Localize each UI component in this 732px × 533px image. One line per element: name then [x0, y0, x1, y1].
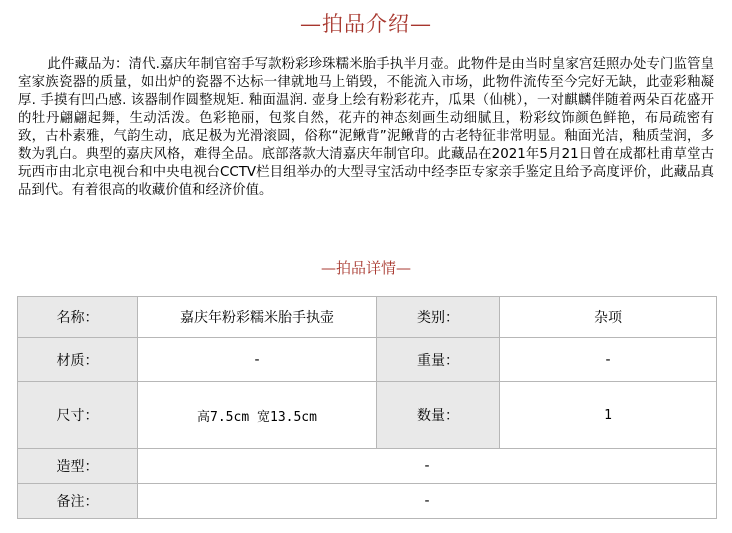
material-value: -: [138, 338, 377, 382]
size-label: 尺寸：: [18, 382, 138, 449]
name-label: 名称：: [18, 297, 138, 338]
intro-title: —拍品介绍—: [300, 12, 432, 36]
table-row: [18, 297, 717, 338]
shape-label: 造型：: [18, 449, 138, 484]
intro-paragraph: 此件藏品为：清代.嘉庆年制官窑手写款粉彩珍珠糯米胎手执半月壶。此物件是由当时皇家宫廷照办处专门监管皇室家族瓷器的质量，如出炉的瓷器不达标一律就地马上销毁，不能流入市场，此物件流传至今完好无缺，此壶彩釉凝厚. 手摸有凹凸感. 该器制作圆整规矩. 釉面温润. 壶身上绘有粉彩花卉，瓜果（仙桃），一对麒麟伴随着两朵百花盛开的牡丹翩翩起舞，生动活泼。色彩艳丽，包浆自然，花卉的神态刻画生动细腻且，粉彩纹饰颜色鲜艳，布局疏密有致，古朴素雅，气韵生动，底足极为光滑滚圆，俗称“泥鳅背”泥鳅背的古老特征非常明显。釉面光洁，釉质莹润，多数为乳白。典型的嘉庆风格，难得全品。底部落款大清嘉庆年制官印。此藏品在2021年5月21日曾在成都杜甫草堂古玩西市由北京电视台和中央电视台CCTV栏目组举办的大型寻宝活动中经李臣专家亲手鉴定且给予高度评价，此藏品真品到代。有着很高的收藏价值和经济价值。: [18, 57, 714, 198]
details-title: —拍品详情—: [320, 259, 411, 277]
material-label: 材质：: [18, 338, 138, 382]
quantity-value: 1: [500, 382, 717, 449]
quantity-label: 数量：: [377, 382, 500, 449]
details-table: [17, 296, 717, 519]
weight-label: 重量：: [377, 338, 500, 382]
table-row: [18, 382, 717, 449]
name-value: 嘉庆年粉彩糯米胎手执壶: [138, 297, 377, 338]
table-row: [18, 449, 717, 484]
note-label: 备注：: [18, 484, 138, 519]
shape-value: -: [138, 449, 717, 484]
table-row: [18, 338, 717, 382]
size-value: 高7.5cm 宽13.5cm: [138, 382, 377, 449]
category-value: 杂项: [500, 297, 717, 338]
table-row: [18, 484, 717, 519]
note-value: -: [138, 484, 717, 519]
intro-section: [18, 56, 714, 200]
weight-value: -: [500, 338, 717, 382]
category-label: 类别：: [377, 297, 500, 338]
